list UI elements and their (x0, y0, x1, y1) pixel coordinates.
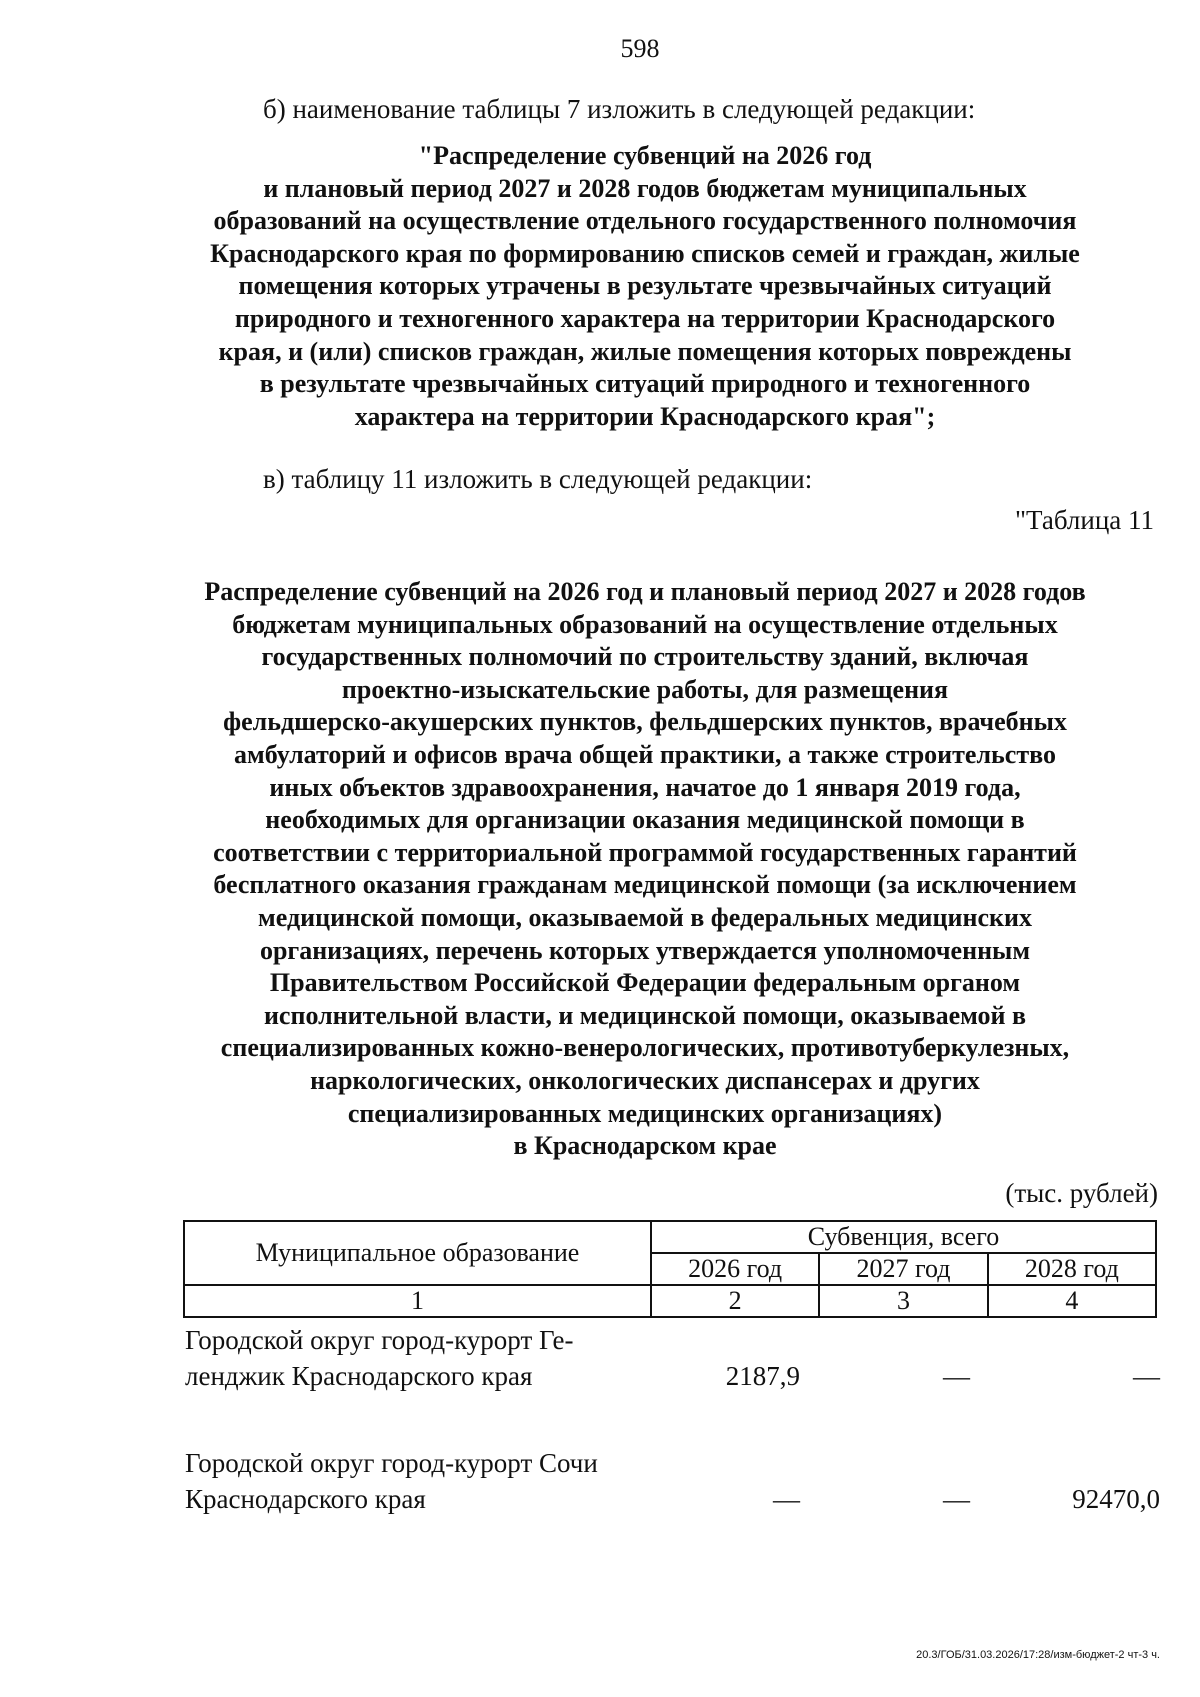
value-2027: — (943, 1484, 970, 1514)
title-line: медицинской помощи, оказываемой в федеральных медицинских (258, 902, 1032, 932)
title-line: необходимых для организации оказания медицинской помощи в (265, 805, 1025, 835)
title-line: соответствии с территориальной программой государственных гарантий (213, 837, 1077, 867)
title-line: характера на территории Краснодарского края"; (354, 401, 936, 431)
column-number: 3 (819, 1285, 987, 1317)
municipality-name (185, 1322, 645, 1394)
value-2026: — (773, 1484, 800, 1514)
title-line: Распределение субвенций на 2026 год и плановый период 2027 и 2028 годов (204, 577, 1086, 606)
title-line: Правительством Российской Федерации федеральным органом (269, 968, 1021, 998)
title-line: исполнительной власти, и медицинской помощи, оказываемой в (263, 1000, 1027, 1030)
title-line: Краснодарского края по формированию списков семей и граждан, жилые (210, 238, 1080, 268)
subvention-table-header (183, 1220, 1157, 1318)
title-line: государственных полномочий по строительству зданий, включая (261, 642, 1029, 672)
title-line: бесплатного оказания гражданам медицинской помощи (за исключением (213, 870, 1077, 900)
title-line: помещения которых утрачены в результате чрезвычайных ситуаций (238, 271, 1052, 301)
name-line: ленджик Краснодарского края (185, 1361, 533, 1391)
header-year-2026: 2026 год (651, 1253, 819, 1285)
column-number: 1 (184, 1285, 651, 1317)
name-line: Городской округ город-курорт Ге- (185, 1325, 574, 1355)
value-2028: — (1133, 1361, 1160, 1391)
table-row (185, 1445, 1160, 1525)
header-year-2027: 2027 год (819, 1253, 987, 1285)
title-line: края, и (или) списков граждан, жилые помещения которых повреждены (218, 336, 1072, 366)
header-year-2028: 2028 год (988, 1253, 1156, 1285)
header-subvention-total: Субвенция, всего (651, 1221, 1156, 1253)
column-number: 2 (651, 1285, 819, 1317)
title-line: природного и техногенного характера на территории Краснодарского (234, 303, 1056, 333)
title-line: в результате чрезвычайных ситуаций природного и техногенного (259, 369, 1031, 399)
title-line: специализированных кожно-венерологических, противотуберкулезных, (220, 1033, 1070, 1063)
table-label: "Таблица 11 (1015, 505, 1154, 535)
municipality-name (185, 1445, 645, 1517)
title-line: фельдшерско-акушерских пунктов, фельдшерских пунктов, врачебных (223, 707, 1067, 737)
value-2026: 2187,9 (725, 1361, 800, 1391)
title-line: "Распределение субвенций на 2026 год (418, 141, 872, 170)
title-line: в Краснодарском крае (513, 1131, 777, 1161)
units-label: (тыс. рублей) (1005, 1178, 1158, 1208)
title-line: организациях, перечень которых утверждается уполномоченным (259, 935, 1031, 965)
document-code: 20.3/ГОБ/31.03.2026/17:28/изм-бюджет-2 чт-3 ч. (916, 1649, 1160, 1661)
title-line: и плановый период 2027 и 2028 годов бюджетам муниципальных (263, 173, 1027, 203)
name-line: Городской округ город-курорт Сочи (185, 1448, 598, 1478)
table-row (185, 1322, 1160, 1402)
value-2027: — (943, 1361, 970, 1391)
value-2028: 92470,0 (1072, 1484, 1160, 1514)
table-7-title (160, 140, 1130, 433)
title-line: бюджетам муниципальных образований на осуществление отдельных (232, 609, 1058, 639)
title-line: наркологических, онкологических диспансерах и других (310, 1065, 980, 1095)
title-line: образований на осуществление отдельного государственного полномочия (213, 206, 1077, 236)
title-line: амбулаторий и офисов врача общей практики, а также строительство (234, 739, 1056, 769)
page-number: 598 (620, 34, 660, 63)
title-line: специализированных медицинских организациях) (347, 1098, 943, 1128)
column-number: 4 (988, 1285, 1156, 1317)
amendment-item-v: в) таблицу 11 изложить в следующей редакции: (263, 464, 813, 494)
title-line: иных объектов здравоохранения, начатое до 1 января 2019 года, (269, 772, 1021, 802)
header-municipality: Муниципальное образование (184, 1221, 651, 1285)
amendment-item-b: б) наименование таблицы 7 изложить в следующей редакции: (263, 94, 976, 124)
title-line: проектно-изыскательские работы, для размещения (341, 674, 949, 704)
name-line: Краснодарского края (185, 1484, 426, 1514)
table-11-title (160, 576, 1130, 1163)
